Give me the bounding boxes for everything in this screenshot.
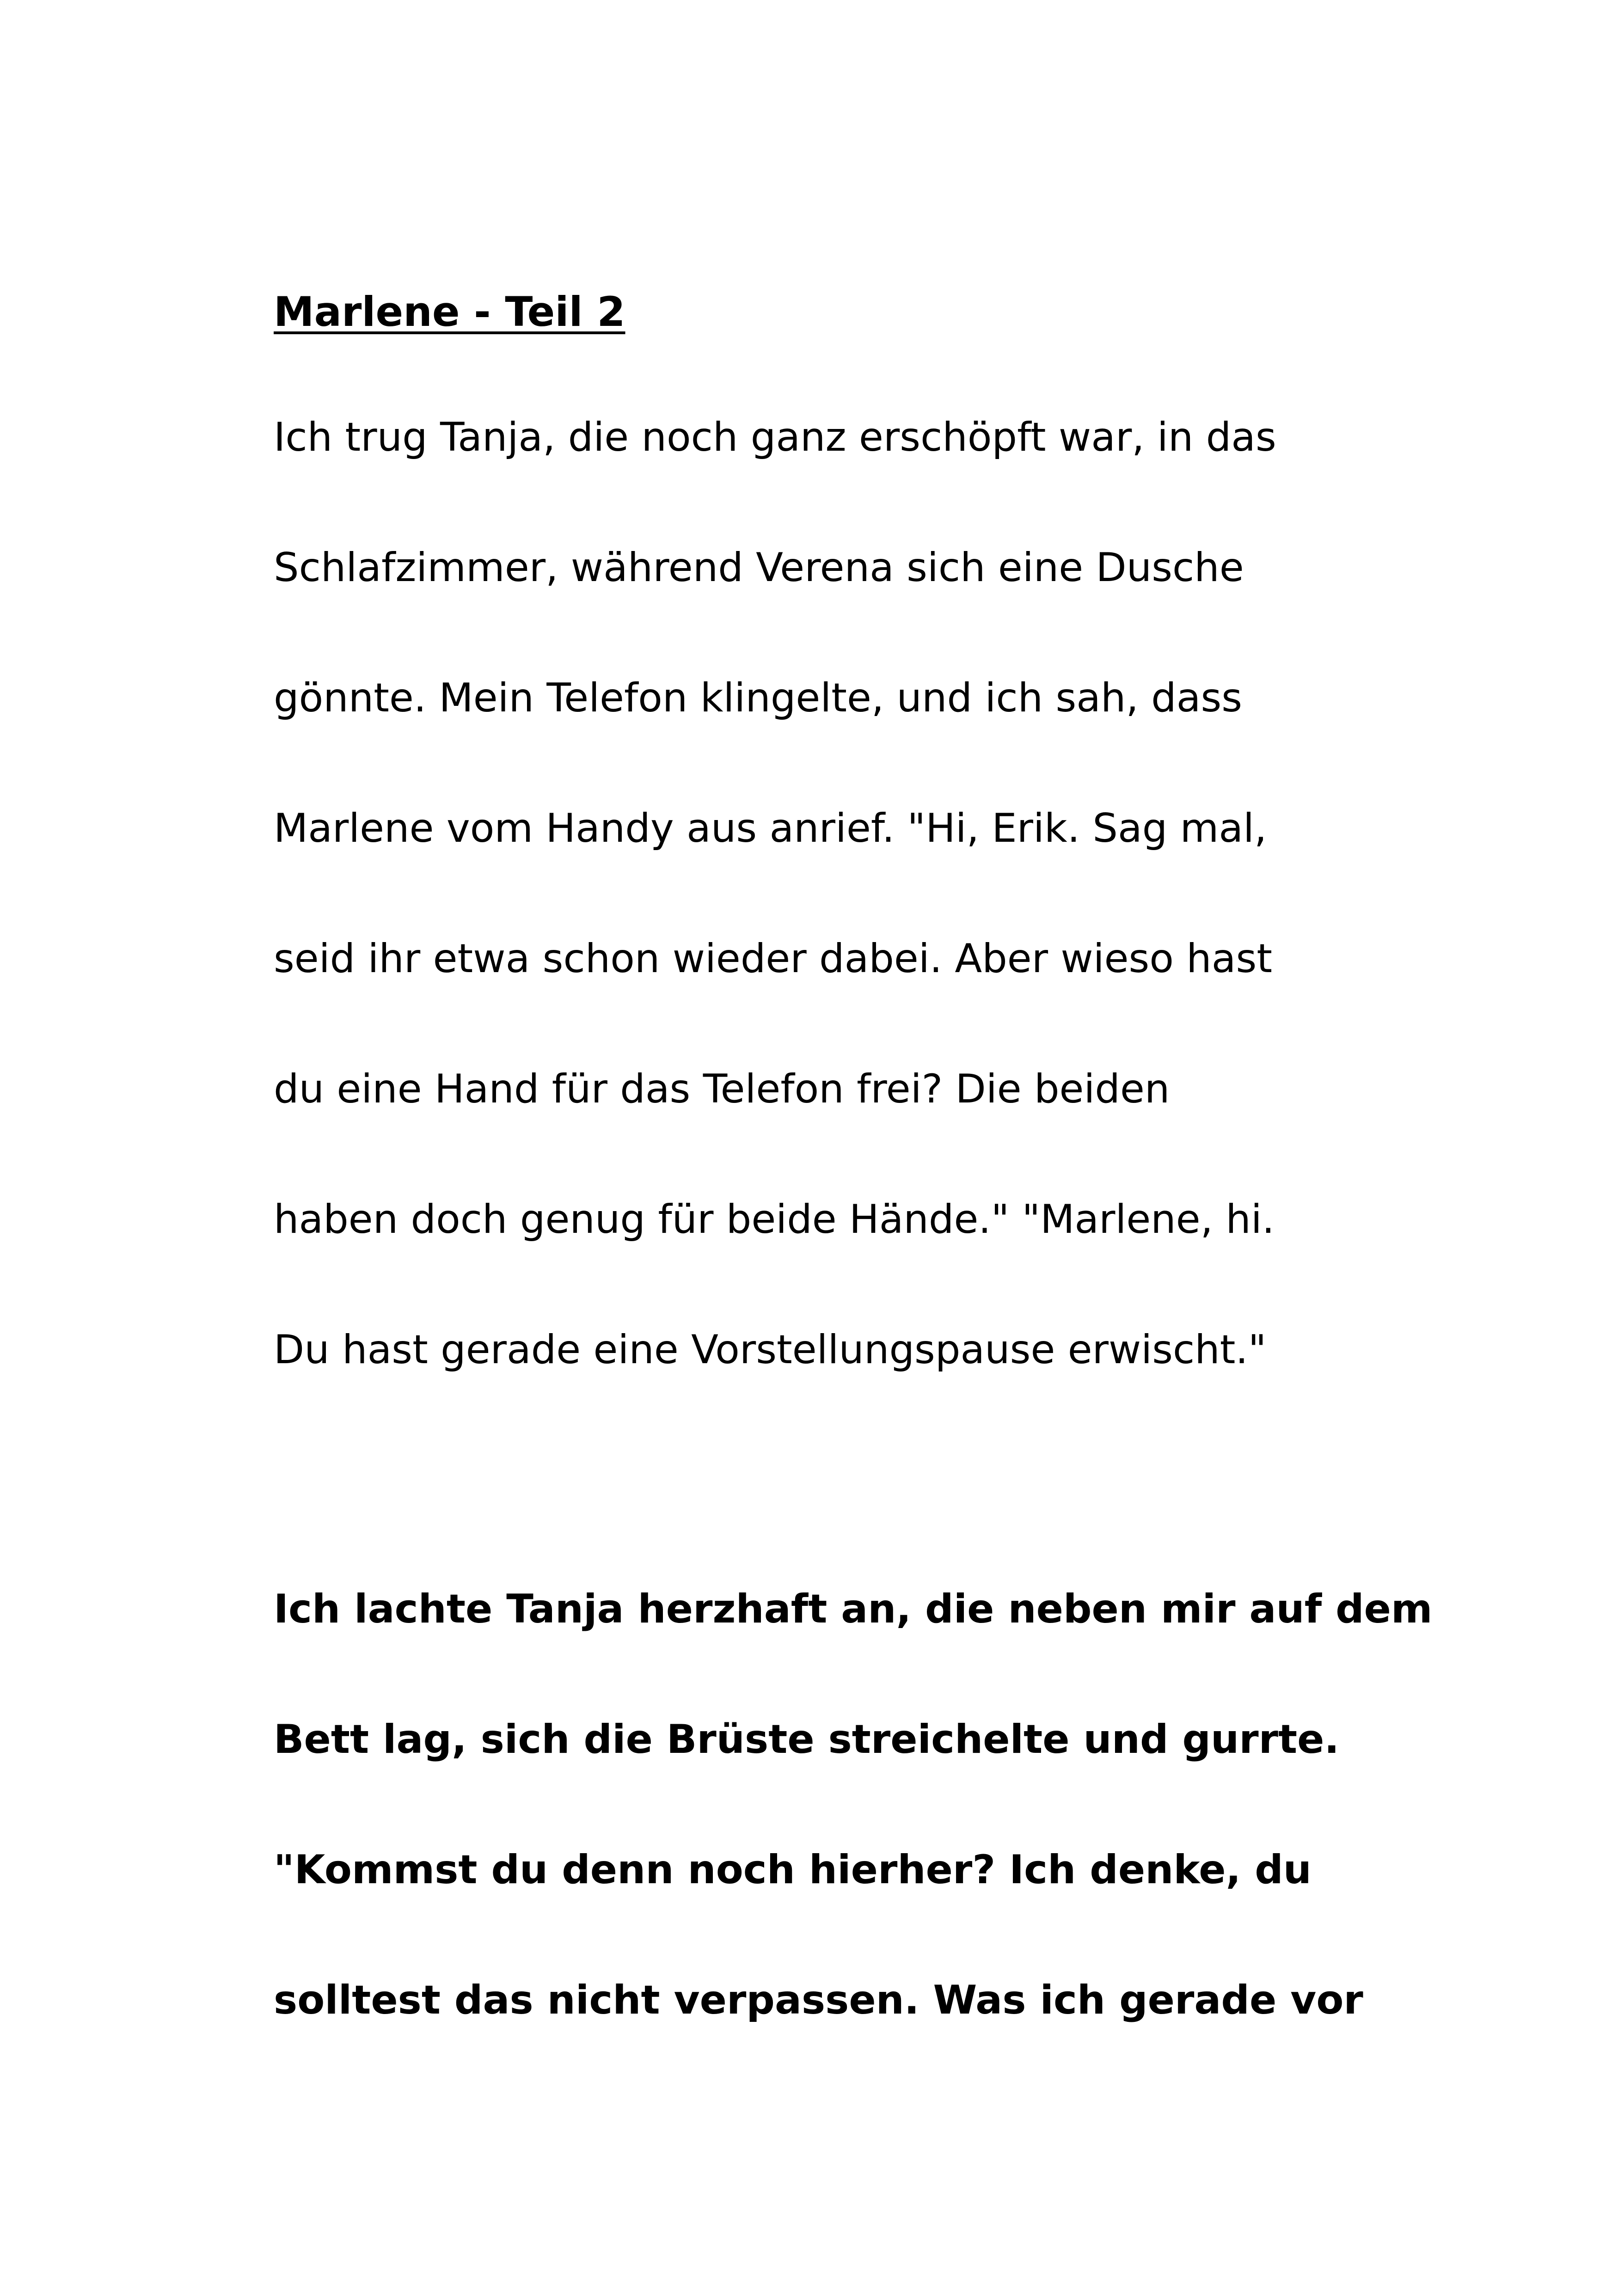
paragraph-line: Ich lachte Tanja herzhaft an, die neben mir auf dem [274,1586,1433,1632]
paragraph-line: Ich trug Tanja, die noch ganz erschöpft war, in das [274,414,1276,460]
paragraph-line: haben doch genug für beide Hände." "Marlene, hi. [274,1196,1275,1243]
paragraph-line: seid ihr etwa schon wieder dabei. Aber wieso hast [274,936,1273,982]
paragraph-line: du eine Hand für das Telefon frei? Die beiden [274,1066,1170,1112]
paragraph-line: Bett lag, sich die Brüste streichelte und gurrte. [274,1716,1340,1763]
paragraph-line: Marlene vom Handy aus anrief. "Hi, Erik. Sag mal, [274,805,1267,851]
document-title: Marlene - Teil 2 [274,288,625,336]
paragraph-2 [274,1544,1433,2065]
paragraph-line: solltest das nicht verpassen. Was ich gerade vor [274,1977,1363,2023]
paragraph-1 [274,372,1276,1415]
paragraph-line: "Kommst du denn noch hierher? Ich denke, du [274,1847,1312,1893]
paragraph-line: gönnte. Mein Telefon klingelte, und ich sah, dass [274,675,1243,721]
paragraph-line: Schlafzimmer, während Verena sich eine Dusche [274,545,1244,591]
paragraph-line: Du hast gerade eine Vorstellungspause erwischt." [274,1327,1267,1373]
